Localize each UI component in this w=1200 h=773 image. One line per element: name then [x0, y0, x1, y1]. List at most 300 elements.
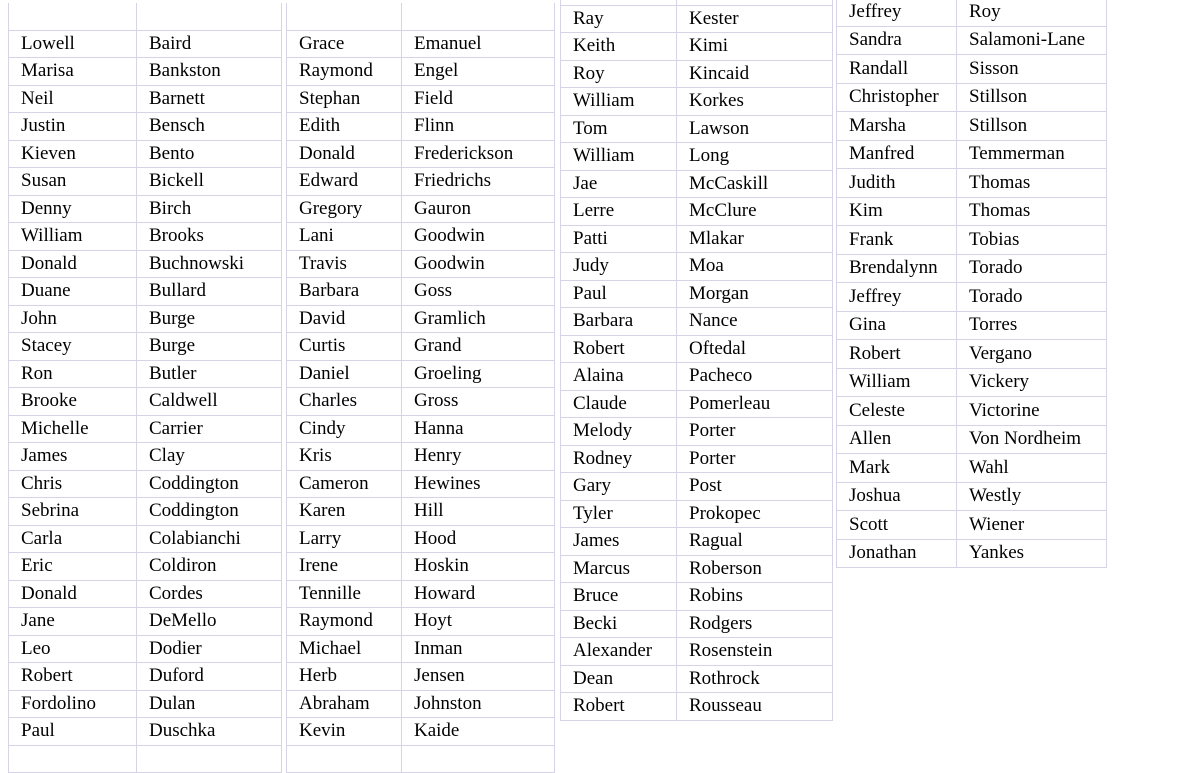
- table-row: [9, 690, 282, 718]
- last-name-cell: Roberson: [677, 555, 833, 583]
- last-name-cell: Torado: [957, 254, 1107, 283]
- last-name-cell: Yankes: [957, 539, 1107, 568]
- last-name-cell: Dodier: [137, 635, 282, 663]
- first-name-cell: Lerre: [561, 198, 677, 226]
- table-row: [287, 278, 555, 306]
- last-name-cell: Henry: [402, 443, 555, 471]
- first-name-cell: Duane: [9, 278, 137, 306]
- last-name-cell: Goodwin: [402, 250, 555, 278]
- first-name-cell: Frank: [837, 226, 957, 255]
- table-row: [287, 360, 555, 388]
- last-name-cell: Mlakar: [677, 225, 833, 253]
- table-row: [561, 143, 833, 171]
- table-row: [287, 635, 555, 663]
- first-name-cell: Patti: [561, 225, 677, 253]
- table-row: [837, 197, 1107, 226]
- last-name-cell: Hanna: [402, 415, 555, 443]
- first-name-cell: Brendalynn: [837, 254, 957, 283]
- table-row: [561, 225, 833, 253]
- last-name-cell: Prokopec: [677, 500, 833, 528]
- last-name-cell: Carrier: [137, 415, 282, 443]
- table-row: [9, 360, 282, 388]
- table-row: [9, 470, 282, 498]
- first-name-cell: Chris: [9, 470, 137, 498]
- last-name-cell: Coddington: [137, 498, 282, 526]
- table-row: [837, 140, 1107, 169]
- first-name-cell: Sebrina: [9, 498, 137, 526]
- names-column-1: [8, 3, 282, 773]
- last-name-cell: Hewines: [402, 470, 555, 498]
- table-row: [287, 58, 555, 86]
- first-name-cell: Donald: [9, 580, 137, 608]
- table-row: [837, 226, 1107, 255]
- last-name-cell: Barnett: [137, 85, 282, 113]
- first-name-cell: Tennille: [287, 580, 402, 608]
- last-name-cell: Stillson: [957, 83, 1107, 112]
- table-row: [287, 388, 555, 416]
- first-name-cell: Joshua: [837, 482, 957, 511]
- first-name-cell: Larry: [287, 525, 402, 553]
- last-name-cell: [402, 3, 555, 30]
- table-row: [287, 113, 555, 141]
- names-column-2: [286, 3, 555, 773]
- last-name-cell: McClure: [677, 198, 833, 226]
- first-name-cell: William: [561, 143, 677, 171]
- table-row: [837, 55, 1107, 84]
- first-name-cell: Carla: [9, 525, 137, 553]
- table-row: [287, 30, 555, 58]
- first-name-cell: Kieven: [9, 140, 137, 168]
- first-name-cell: Keith: [561, 33, 677, 61]
- first-name-cell: Kris: [287, 443, 402, 471]
- last-name-cell: Gauron: [402, 195, 555, 223]
- table-row: [561, 253, 833, 281]
- last-name-cell: Friedrichs: [402, 168, 555, 196]
- last-name-cell: Temmerman: [957, 140, 1107, 169]
- last-name-cell: Bullard: [137, 278, 282, 306]
- first-name-cell: Michelle: [9, 415, 137, 443]
- last-name-cell: Kimi: [677, 33, 833, 61]
- first-name-cell: Gregory: [287, 195, 402, 223]
- table-row: [837, 340, 1107, 369]
- first-name-cell: Melody: [561, 418, 677, 446]
- table-row: [837, 397, 1107, 426]
- table-row: [561, 528, 833, 556]
- table-row: [9, 388, 282, 416]
- first-name-cell: Raymond: [287, 608, 402, 636]
- last-name-cell: Rousseau: [677, 693, 833, 721]
- table-row: [837, 511, 1107, 540]
- last-name-cell: Field: [402, 85, 555, 113]
- table-row: [287, 663, 555, 691]
- table-row: [287, 553, 555, 581]
- last-name-cell: Buchnowski: [137, 250, 282, 278]
- table-row: [287, 85, 555, 113]
- first-name-cell: Alaina: [561, 363, 677, 391]
- table-row: [287, 608, 555, 636]
- last-name-cell: Moa: [677, 253, 833, 281]
- last-name-cell: Porter: [677, 445, 833, 473]
- table-row: [561, 170, 833, 198]
- table-row: [287, 443, 555, 471]
- first-name-cell: James: [9, 443, 137, 471]
- first-name-cell: [287, 3, 402, 30]
- table-row: [561, 638, 833, 666]
- names-column-3: [560, 0, 833, 721]
- first-name-cell: Charles: [287, 388, 402, 416]
- first-name-cell: [287, 745, 402, 773]
- last-name-cell: Grand: [402, 333, 555, 361]
- table-row: [9, 278, 282, 306]
- table-row: [837, 169, 1107, 198]
- table-row: [287, 718, 555, 746]
- last-name-cell: Roy: [957, 0, 1107, 26]
- last-name-cell: Rodgers: [677, 610, 833, 638]
- table-row: [561, 665, 833, 693]
- first-name-cell: Ray: [561, 5, 677, 33]
- table-row: [9, 113, 282, 141]
- table-row: [287, 333, 555, 361]
- table-row: [561, 335, 833, 363]
- last-name-cell: Torado: [957, 283, 1107, 312]
- first-name-cell: Eric: [9, 553, 137, 581]
- first-name-cell: Marisa: [9, 58, 137, 86]
- last-name-cell: Baird: [137, 30, 282, 58]
- first-name-cell: Barbara: [287, 278, 402, 306]
- first-name-cell: Denny: [9, 195, 137, 223]
- last-name-cell: Butler: [137, 360, 282, 388]
- first-name-cell: Tom: [561, 115, 677, 143]
- first-name-cell: Bruce: [561, 583, 677, 611]
- table-row: [287, 223, 555, 251]
- table-row: [837, 311, 1107, 340]
- names-table: [8, 3, 282, 773]
- table-row: [287, 470, 555, 498]
- table-row: [9, 140, 282, 168]
- last-name-cell: Kaide: [402, 718, 555, 746]
- table-row: [561, 473, 833, 501]
- last-name-cell: Nance: [677, 308, 833, 336]
- table-row: [9, 498, 282, 526]
- last-name-cell: Tobias: [957, 226, 1107, 255]
- table-row: [9, 443, 282, 471]
- last-name-cell: [402, 745, 555, 773]
- last-name-cell: Goodwin: [402, 223, 555, 251]
- first-name-cell: Judy: [561, 253, 677, 281]
- last-name-cell: Burge: [137, 305, 282, 333]
- first-name-cell: Robert: [561, 693, 677, 721]
- last-name-cell: Bickell: [137, 168, 282, 196]
- first-name-cell: Sandra: [837, 26, 957, 55]
- last-name-cell: Caldwell: [137, 388, 282, 416]
- first-name-cell: Jeffrey: [837, 0, 957, 26]
- first-name-cell: Judith: [837, 169, 957, 198]
- last-name-cell: Cordes: [137, 580, 282, 608]
- last-name-cell: Hood: [402, 525, 555, 553]
- first-name-cell: Robert: [561, 335, 677, 363]
- table-row: [561, 60, 833, 88]
- table-row: [561, 418, 833, 446]
- last-name-cell: Coldiron: [137, 553, 282, 581]
- last-name-cell: Goss: [402, 278, 555, 306]
- table-row: [561, 33, 833, 61]
- first-name-cell: Abraham: [287, 690, 402, 718]
- names-column-4: [836, 0, 1107, 568]
- table-row: [561, 610, 833, 638]
- last-name-cell: Thomas: [957, 169, 1107, 198]
- last-name-cell: Kincaid: [677, 60, 833, 88]
- first-name-cell: Daniel: [287, 360, 402, 388]
- first-name-cell: Robert: [837, 340, 957, 369]
- first-name-cell: Jane: [9, 608, 137, 636]
- last-name-cell: Dulan: [137, 690, 282, 718]
- table-row: [561, 88, 833, 116]
- table-row: [9, 195, 282, 223]
- first-name-cell: Kevin: [287, 718, 402, 746]
- table-row: [287, 690, 555, 718]
- first-name-cell: Becki: [561, 610, 677, 638]
- table-row: [837, 368, 1107, 397]
- last-name-cell: Kester: [677, 5, 833, 33]
- last-name-cell: Burge: [137, 333, 282, 361]
- first-name-cell: David: [287, 305, 402, 333]
- first-name-cell: Curtis: [287, 333, 402, 361]
- first-name-cell: Neil: [9, 85, 137, 113]
- table-row: [837, 454, 1107, 483]
- first-name-cell: Christopher: [837, 83, 957, 112]
- first-name-cell: Stacey: [9, 333, 137, 361]
- table-row: [561, 115, 833, 143]
- first-name-cell: James: [561, 528, 677, 556]
- first-name-cell: Alexander: [561, 638, 677, 666]
- last-name-cell: Howard: [402, 580, 555, 608]
- last-name-cell: Flinn: [402, 113, 555, 141]
- table-row: [561, 555, 833, 583]
- table-row: [837, 539, 1107, 568]
- table-row: [9, 333, 282, 361]
- table-row: [837, 26, 1107, 55]
- first-name-cell: Donald: [9, 250, 137, 278]
- first-name-cell: Lowell: [9, 30, 137, 58]
- last-name-cell: Hill: [402, 498, 555, 526]
- table-row: [9, 415, 282, 443]
- last-name-cell: McCaskill: [677, 170, 833, 198]
- last-name-cell: Jensen: [402, 663, 555, 691]
- last-name-cell: Lawson: [677, 115, 833, 143]
- last-name-cell: Morgan: [677, 280, 833, 308]
- last-name-cell: Rothrock: [677, 665, 833, 693]
- first-name-cell: Edith: [287, 113, 402, 141]
- table-row: [287, 195, 555, 223]
- first-name-cell: Travis: [287, 250, 402, 278]
- last-name-cell: Coddington: [137, 470, 282, 498]
- first-name-cell: Marsha: [837, 112, 957, 141]
- first-name-cell: Brooke: [9, 388, 137, 416]
- last-name-cell: Emanuel: [402, 30, 555, 58]
- first-name-cell: William: [9, 223, 137, 251]
- last-name-cell: Post: [677, 473, 833, 501]
- last-name-cell: Sisson: [957, 55, 1107, 84]
- first-name-cell: Barbara: [561, 308, 677, 336]
- last-name-cell: Victorine: [957, 397, 1107, 426]
- table-row: [837, 83, 1107, 112]
- last-name-cell: Gramlich: [402, 305, 555, 333]
- last-name-cell: Pomerleau: [677, 390, 833, 418]
- last-name-cell: Hoyt: [402, 608, 555, 636]
- last-name-cell: Vergano: [957, 340, 1107, 369]
- table-row: [287, 168, 555, 196]
- table-row: [9, 580, 282, 608]
- first-name-cell: William: [561, 88, 677, 116]
- last-name-cell: Wahl: [957, 454, 1107, 483]
- first-name-cell: Grace: [287, 30, 402, 58]
- table-row: [9, 223, 282, 251]
- table-row: [287, 305, 555, 333]
- last-name-cell: Ragual: [677, 528, 833, 556]
- table-row: [9, 745, 282, 773]
- last-name-cell: Groeling: [402, 360, 555, 388]
- last-name-cell: Clay: [137, 443, 282, 471]
- table-row: [837, 112, 1107, 141]
- table-row: [9, 635, 282, 663]
- first-name-cell: Jae: [561, 170, 677, 198]
- names-table: [286, 3, 555, 773]
- first-name-cell: Cindy: [287, 415, 402, 443]
- table-row: [9, 250, 282, 278]
- table-row: [9, 58, 282, 86]
- table-row: [561, 308, 833, 336]
- last-name-cell: Stillson: [957, 112, 1107, 141]
- last-name-cell: Wiener: [957, 511, 1107, 540]
- last-name-cell: Engel: [402, 58, 555, 86]
- table-row: [837, 283, 1107, 312]
- table-row: [561, 280, 833, 308]
- last-name-cell: Gross: [402, 388, 555, 416]
- first-name-cell: Marcus: [561, 555, 677, 583]
- first-name-cell: Jonathan: [837, 539, 957, 568]
- first-name-cell: Scott: [837, 511, 957, 540]
- last-name-cell: Oftedal: [677, 335, 833, 363]
- first-name-cell: Michael: [287, 635, 402, 663]
- last-name-cell: Korkes: [677, 88, 833, 116]
- first-name-cell: Stephan: [287, 85, 402, 113]
- table-row: [561, 363, 833, 391]
- last-name-cell: Long: [677, 143, 833, 171]
- last-name-cell: Duschka: [137, 718, 282, 746]
- table-row: [287, 3, 555, 30]
- first-name-cell: Susan: [9, 168, 137, 196]
- table-row: [287, 250, 555, 278]
- first-name-cell: Justin: [9, 113, 137, 141]
- first-name-cell: Cameron: [287, 470, 402, 498]
- last-name-cell: Duford: [137, 663, 282, 691]
- first-name-cell: Kim: [837, 197, 957, 226]
- table-row: [9, 30, 282, 58]
- last-name-cell: Brooks: [137, 223, 282, 251]
- table-row: [561, 445, 833, 473]
- first-name-cell: Paul: [9, 718, 137, 746]
- last-name-cell: Thomas: [957, 197, 1107, 226]
- first-name-cell: Edward: [287, 168, 402, 196]
- first-name-cell: Gina: [837, 311, 957, 340]
- table-row: [837, 482, 1107, 511]
- last-name-cell: Bankston: [137, 58, 282, 86]
- table-row: [9, 305, 282, 333]
- names-table: [836, 0, 1107, 568]
- names-table: [560, 0, 833, 721]
- last-name-cell: Vickery: [957, 368, 1107, 397]
- table-row: [287, 498, 555, 526]
- first-name-cell: Donald: [287, 140, 402, 168]
- first-name-cell: William: [837, 368, 957, 397]
- first-name-cell: Dean: [561, 665, 677, 693]
- last-name-cell: Johnston: [402, 690, 555, 718]
- table-row: [9, 553, 282, 581]
- table-row: [9, 85, 282, 113]
- last-name-cell: Von Nordheim: [957, 425, 1107, 454]
- first-name-cell: Paul: [561, 280, 677, 308]
- last-name-cell: [137, 745, 282, 773]
- table-row: [837, 425, 1107, 454]
- first-name-cell: Randall: [837, 55, 957, 84]
- last-name-cell: Torres: [957, 311, 1107, 340]
- table-row: [9, 525, 282, 553]
- first-name-cell: John: [9, 305, 137, 333]
- first-name-cell: [9, 745, 137, 773]
- last-name-cell: DeMello: [137, 608, 282, 636]
- table-row: [561, 583, 833, 611]
- last-name-cell: Bento: [137, 140, 282, 168]
- table-row: [561, 5, 833, 33]
- first-name-cell: Raymond: [287, 58, 402, 86]
- last-name-cell: Birch: [137, 195, 282, 223]
- first-name-cell: Gary: [561, 473, 677, 501]
- first-name-cell: Manfred: [837, 140, 957, 169]
- first-name-cell: Herb: [287, 663, 402, 691]
- table-row: [287, 745, 555, 773]
- last-name-cell: Inman: [402, 635, 555, 663]
- last-name-cell: Frederickson: [402, 140, 555, 168]
- last-name-cell: Porter: [677, 418, 833, 446]
- table-row: [561, 693, 833, 721]
- table-row: [9, 3, 282, 30]
- table-row: [287, 525, 555, 553]
- table-row: [9, 608, 282, 636]
- last-name-cell: Robins: [677, 583, 833, 611]
- table-row: [9, 718, 282, 746]
- first-name-cell: Claude: [561, 390, 677, 418]
- last-name-cell: Bensch: [137, 113, 282, 141]
- first-name-cell: Rodney: [561, 445, 677, 473]
- table-row: [9, 663, 282, 691]
- last-name-cell: Westly: [957, 482, 1107, 511]
- first-name-cell: Lani: [287, 223, 402, 251]
- last-name-cell: Hoskin: [402, 553, 555, 581]
- table-row: [561, 390, 833, 418]
- table-row: [837, 254, 1107, 283]
- table-row: [561, 198, 833, 226]
- last-name-cell: Colabianchi: [137, 525, 282, 553]
- first-name-cell: Roy: [561, 60, 677, 88]
- first-name-cell: Fordolino: [9, 690, 137, 718]
- first-name-cell: Ron: [9, 360, 137, 388]
- first-name-cell: Robert: [9, 663, 137, 691]
- last-name-cell: Pacheco: [677, 363, 833, 391]
- last-name-cell: Salamoni-Lane: [957, 26, 1107, 55]
- table-row: [287, 415, 555, 443]
- first-name-cell: Tyler: [561, 500, 677, 528]
- first-name-cell: Mark: [837, 454, 957, 483]
